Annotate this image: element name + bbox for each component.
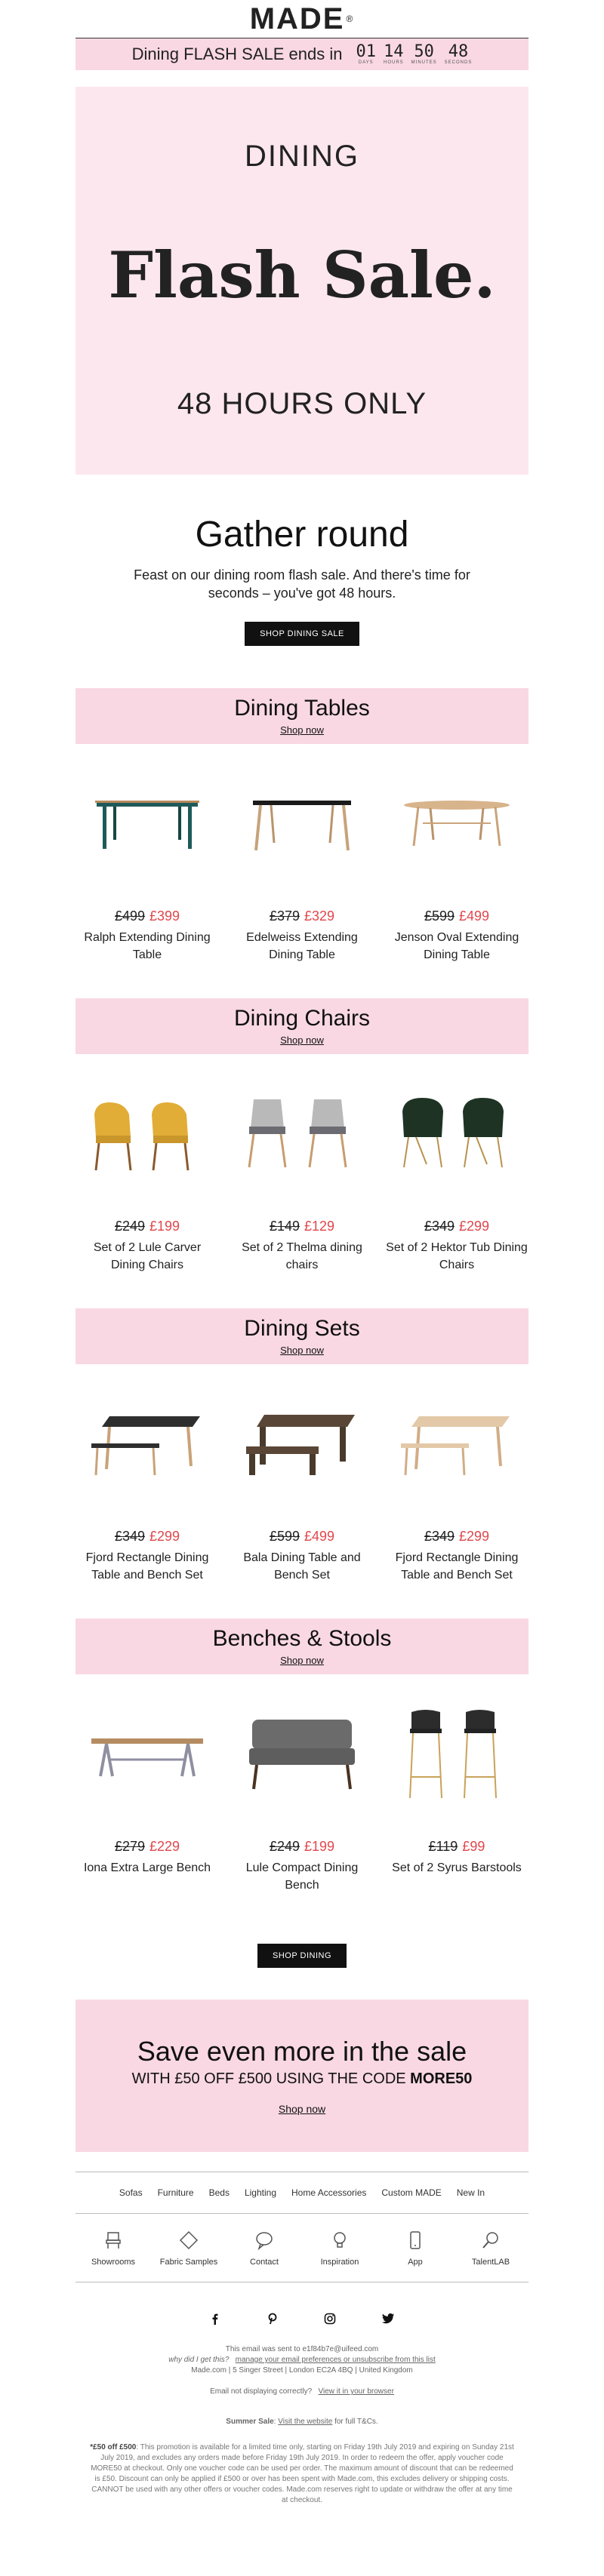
sale-price: £399 [149,908,180,924]
was-price: £119 [428,1839,458,1854]
nav-new-in[interactable]: New In [456,2187,485,2198]
nav-home-accessories[interactable]: Home Accessories [291,2187,367,2198]
sale-price: £199 [304,1839,335,1854]
section-title: Dining Chairs [233,1006,371,1031]
product-card[interactable] [385,1364,528,1584]
product-card[interactable] [76,1364,219,1584]
sale-price: £499 [304,1529,335,1544]
product-image[interactable] [385,1054,528,1213]
magnifier-icon [481,2230,501,2250]
icon-nav-contact[interactable]: Contact [230,2230,298,2267]
phone-icon [405,2230,425,2250]
logo-registered-mark: ® [346,14,355,24]
was-price: £279 [114,1839,145,1854]
product-name[interactable]: Edelweiss Extending Dining Table [246,931,358,961]
section-header-dining-chairs [76,998,528,1054]
sale-price: £329 [304,908,335,924]
bulb-icon [330,2230,350,2250]
was-price: £149 [269,1219,300,1234]
product-image[interactable] [385,1674,528,1833]
hero-subtitle: 48 HOURS ONLY [177,387,427,420]
countdown-timer [356,44,472,65]
sent-to-text: This email was sent to e1f84b7e@uifeed.com [225,2345,379,2353]
shop-now-link[interactable]: Shop now [280,1345,324,1356]
promo-code: MORE50 [410,2070,473,2087]
terms-text [76,2442,528,2506]
was-price: £349 [424,1219,455,1234]
brand-logo[interactable] [76,0,528,38]
was-price: £599 [424,908,455,924]
facebook-icon[interactable] [209,2313,221,2325]
product-name[interactable]: Jenson Oval Extending Dining Table [394,931,519,961]
countdown-text: Dining FLASH SALE ends in [131,45,343,63]
product-image[interactable] [230,1054,374,1213]
product-name[interactable]: Fjord Rectangle Dining Table and Bench Set [395,1551,519,1582]
product-card[interactable] [230,1364,374,1584]
product-name[interactable]: Set of 2 Hektor Tub Dining Chairs [386,1241,528,1271]
promo-banner[interactable] [76,2000,528,2152]
product-image[interactable] [76,744,219,902]
section-header-benches-stools [76,1618,528,1674]
product-name[interactable]: Set of 2 Thelma dining chairs [242,1241,362,1271]
shop-dining-button[interactable]: SHOP DINING [257,1944,347,1968]
manage-preferences-link[interactable]: manage your email preferences or unsubscribe from this list [235,2356,436,2364]
section-title: Dining Tables [234,696,370,721]
product-name[interactable]: Iona Extra Large Bench [83,1861,211,1874]
twitter-icon[interactable] [381,2313,395,2325]
instagram-icon[interactable] [324,2313,336,2325]
was-price: £349 [114,1529,145,1544]
why-text: why did I get this? [168,2356,230,2364]
product-card[interactable] [76,1054,219,1274]
sale-price: £229 [149,1839,180,1854]
product-name[interactable]: Fjord Rectangle Dining Table and Bench Set [85,1551,209,1582]
visit-website-link[interactable]: Visit the website [278,2418,333,2426]
product-image[interactable] [385,744,528,902]
product-card[interactable] [385,1054,528,1274]
was-price: £249 [269,1839,300,1854]
icon-nav-showrooms[interactable]: Showrooms [79,2230,147,2267]
countdown-minutes: 50 MINUTES [411,42,437,65]
product-card[interactable] [230,744,374,964]
summer-sale-label: Summer Sale [226,2418,274,2426]
chair-icon [103,2230,123,2250]
sale-price: £299 [459,1219,490,1234]
product-card[interactable] [76,1674,219,1894]
product-image[interactable] [76,1364,219,1523]
shop-now-link[interactable]: Shop now [280,724,324,736]
product-name[interactable]: Set of 2 Syrus Barstools [392,1861,522,1874]
countdown-days: 01 DAYS [356,42,376,65]
nav-beds[interactable]: Beds [208,2187,230,2198]
product-card[interactable] [76,744,219,964]
section-header-dining-sets [76,1308,528,1364]
sale-price: £199 [149,1219,180,1234]
product-card[interactable] [230,1674,374,1894]
product-name[interactable]: Lule Compact Dining Bench [245,1861,359,1892]
icon-nav-inspiration[interactable]: Inspiration [306,2230,374,2267]
sale-price: £299 [149,1529,180,1544]
swatch-icon [179,2230,199,2250]
terms-body: : This promotion is available for a limited time only, starting on Friday 19th July 2019 and expiring on Sunday 21st July 2019, and excludes any orders made before Friday 19th July 2019. In order to redeem the offer, apply voucher code MORE50 at checkout. Only one voucher code can be used per order. The maximum amount of discount that can be redeemed is £50. Discount can only be applied if £500 or over has been spent with Made.com, this excludes delivery or shipping costs. CANNOT be used with any other offers or voucher codes. Made.com reserves right to update or withdraw the offer at any time at checkout. [91,2443,514,2504]
product-image[interactable] [76,1674,219,1833]
company-address: Made.com | 5 Singer Street | London EC2A 4BQ | United Kingdom [191,2366,413,2375]
hero-title: Flash Sale. [108,238,496,312]
view-in-browser-link[interactable]: View it in your browser [318,2387,394,2396]
icon-nav-talentlab[interactable]: TalentLAB [457,2230,525,2267]
product-card[interactable] [385,1674,528,1894]
icon-nav-app[interactable]: App [381,2230,449,2267]
product-name[interactable]: Bala Dining Table and Bench Set [243,1551,361,1582]
product-image[interactable] [230,1364,374,1523]
icon-nav [76,2214,528,2282]
icon-nav-fabric-samples[interactable]: Fabric Samples [155,2230,223,2267]
footer: This email was sent to e1f84b7e@uifeed.com why did I get this? manage your email preferences or unsubscribe from this list Made.com | 5 Singer Street | London EC2A 4BQ | United Kingdom Email not displaying correctly? View it in your browser Summer Sale: Visit the website for full T&Cs. [76,2344,528,2427]
was-price: £249 [114,1219,145,1234]
shop-dining-sale-button[interactable]: SHOP DINING SALE [245,622,359,646]
chat-icon [254,2230,274,2250]
intro-title: Gather round [195,515,409,555]
promo-code-line: WITH £50 OFF £500 USING THE CODE MORE50 [131,2070,473,2087]
was-price: £349 [424,1529,455,1544]
shop-now-link[interactable]: Shop now [280,1655,324,1666]
was-price: £599 [269,1529,300,1544]
was-price: £499 [114,908,145,924]
section-title: Dining Sets [244,1316,360,1341]
hero-banner[interactable] [76,87,528,475]
nav-furniture[interactable]: Furniture [157,2187,194,2198]
sale-price: £299 [459,1529,490,1544]
promo-shop-now-link[interactable]: Shop now [278,2103,326,2115]
nav-lighting[interactable]: Lighting [244,2187,277,2198]
countdown-hours: 14 HOURS [383,42,404,65]
product-card[interactable] [230,1054,374,1274]
countdown-banner [76,38,528,70]
section-header-dining-tables [76,688,528,744]
intro-body: Feast on our dining room flash sale. And there's time for seconds – you've got 48 hours. [134,567,470,601]
was-price: £379 [269,908,300,924]
pinterest-icon[interactable] [267,2313,279,2325]
social-links [76,2282,528,2344]
product-image[interactable] [230,1674,374,1833]
product-card[interactable] [385,744,528,964]
promo-title: Save even more in the sale [137,2036,467,2067]
section-title: Benches & Stools [212,1626,392,1651]
nav-custom-made[interactable]: Custom MADE [381,2187,442,2198]
product-image[interactable] [385,1364,528,1523]
sale-price: £129 [304,1219,335,1234]
logo-text: MADE [249,2,345,35]
nav-sofas[interactable]: Sofas [119,2187,143,2198]
product-image[interactable] [76,1054,219,1213]
product-image[interactable] [230,744,374,902]
footer-nav [76,2172,528,2214]
terms-label: *£50 off £500 [90,2443,137,2452]
product-name[interactable]: Ralph Extending Dining Table [84,931,211,961]
product-name[interactable]: Set of 2 Lule Carver Dining Chairs [93,1241,202,1271]
countdown-seconds: 48 SECONDS [444,42,473,65]
sale-price: £99 [462,1839,485,1854]
hero-kicker: DINING [245,140,359,173]
shop-now-link[interactable]: Shop now [280,1034,324,1046]
display-question: Email not displaying correctly? [210,2387,313,2396]
sale-price: £499 [459,908,490,924]
